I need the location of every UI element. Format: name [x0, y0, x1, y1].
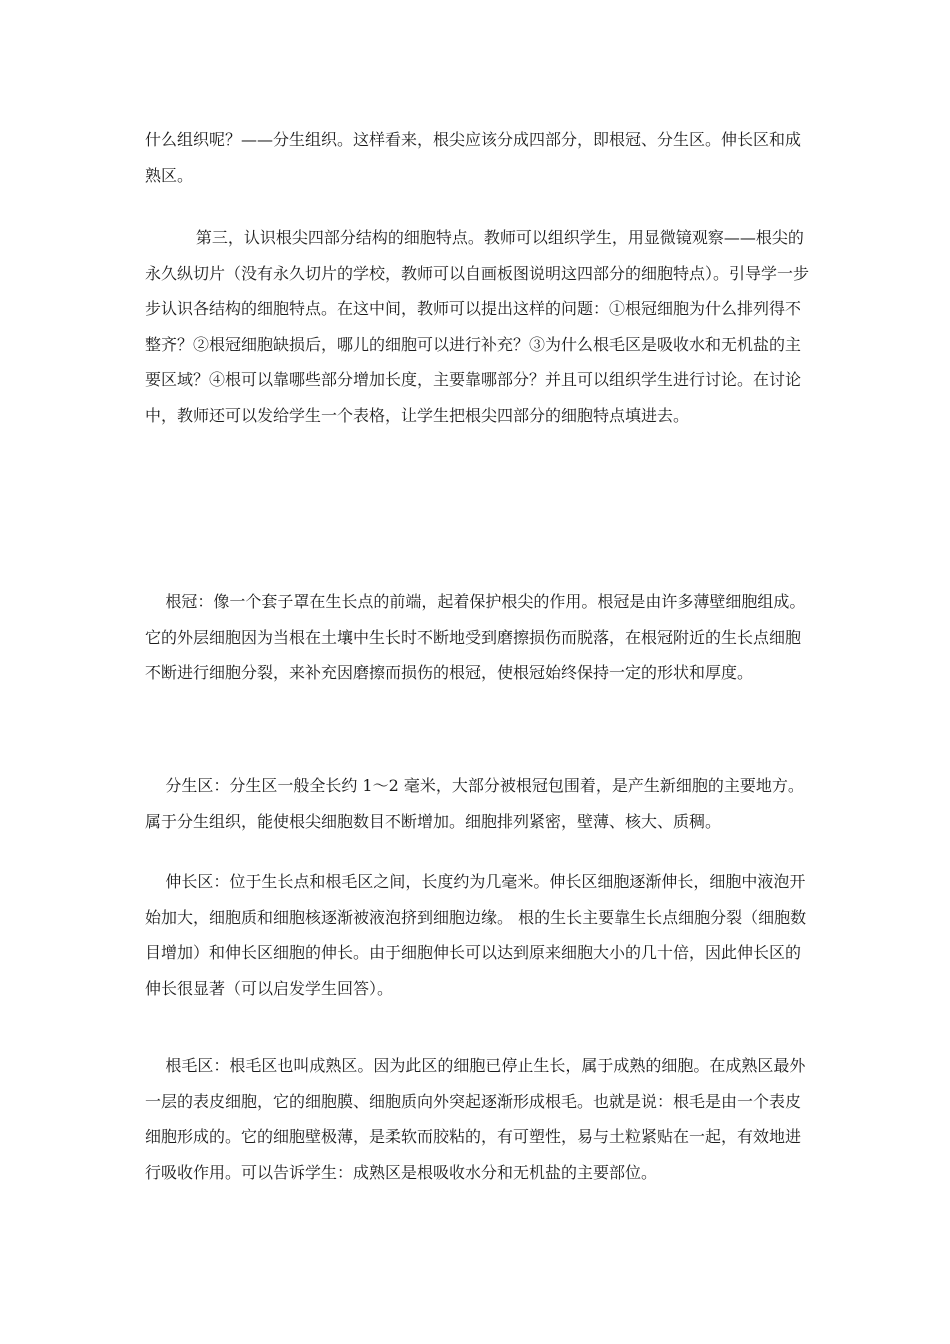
paragraph-elongation-zone: 伸长区：位于生长点和根毛区之间，长度约为几毫米。伸长区细胞逐渐伸长，细胞中液泡开始加大，细胞质和细胞核逐渐被液泡挤到细胞边缘。 根的生长主要靠生长点细胞分裂（细胞数目增加）和伸长区细胞的伸长。由于细胞伸长可以达到原来细胞大小的几十倍，因此伸长区的伸长很显著（可以启发学生回答）。 — [145, 872, 807, 998]
paragraph-third-step: 第三，认识根尖四部分结构的细胞特点。教师可以组织学生，用显微镜观察——根尖的永久纵切片（没有永久切片的学校，教师可以自画板图说明这四部分的细胞特点）。引导学一步步认识各结构的细胞特点。在这中间，教师可以提出这样的问题：①根冠细胞为什么排列得不整齐？②根冠细胞缺损后，哪儿的细胞可以进行补充？③为什么根毛区是吸收水和无机盐的主要区域？④根可以靠哪些部分增加长度，主要靠哪部分？并且可以组织学生进行讨论。在讨论中，教师还可以发给学生一个表格，让学生把根尖四部分的细胞特点填进去。 — [145, 228, 810, 425]
paragraph-meristem-zone: 分生区：分生区一般全长约 1～2 毫米，大部分被根冠包围着，是产生新细胞的主要地方。属于分生组织，能使根尖细胞数目不断增加。细胞排列紧密，壁薄、核大、质稠。 — [145, 776, 804, 831]
paragraph-root-hair-zone: 根毛区：根毛区也叫成熟区。因为此区的细胞已停止生长，属于成熟的细胞。在成熟区最外一层的表皮细胞，它的细胞膜、细胞质向外突起逐渐形成根毛。也就是说：根毛是由一个表皮细胞形成的。它的细胞壁极薄，是柔软而胶粘的，有可塑性，易与土粒紧贴在一起，有效地进行吸收作用。可以告诉学生：成熟区是根吸收水分和无机盐的主要部位。 — [145, 1056, 806, 1182]
paragraph-root-cap: 根冠：像一个套子罩在生长点的前端，起着保护根尖的作用。根冠是由许多薄壁细胞组成。它的外层细胞因为当根在土壤中生长时不断地受到磨擦损伤而脱落，在根冠附近的生长点细胞不断进行细胞分裂，来补充因磨擦而损伤的根冠，使根冠始终保持一定的形状和厚度。 — [145, 592, 806, 682]
paragraph-tissue-intro: 什么组织呢？——分生组织。这样看来，根尖应该分成四部分，即根冠、分生区。伸长区和成熟区。 — [145, 130, 802, 185]
